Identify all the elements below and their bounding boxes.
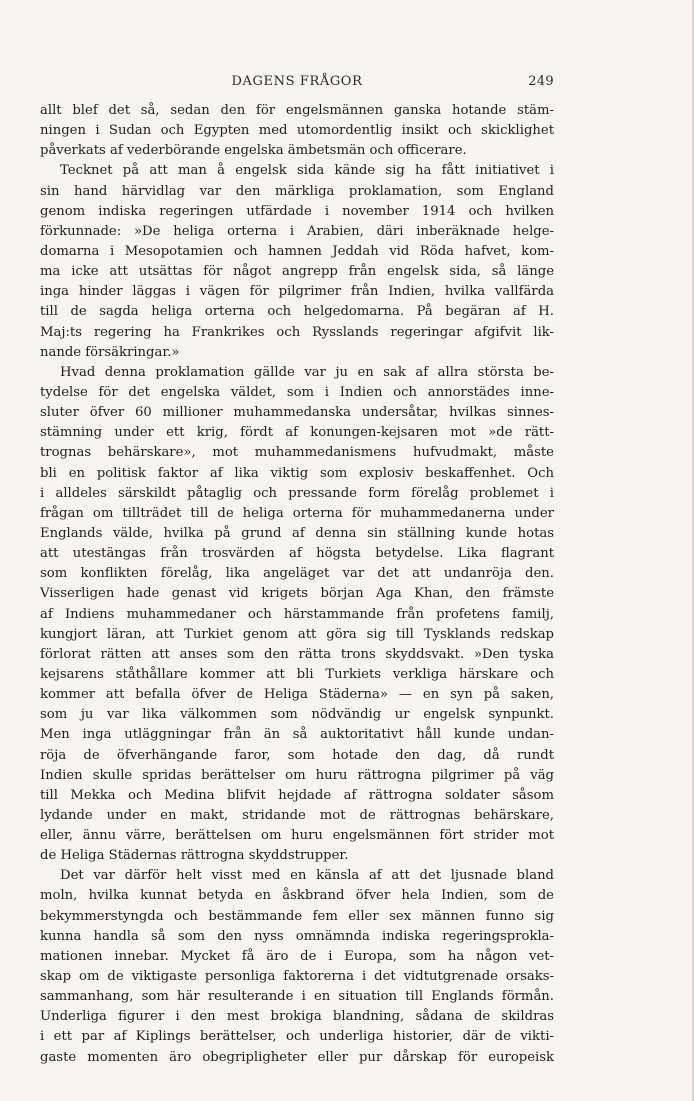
- text-line: mationen innebar. Mycket få äro de i Europa, som ha någon vet-: [40, 948, 554, 964]
- text-line: stämning under ett krig, fördt af konungen-kejsaren mot »de rätt-: [40, 425, 554, 441]
- text-line: som ju var lika välkommen som nödvändig ur engelsk synpunkt.: [40, 707, 554, 723]
- text-line: förlorat rätten att anses som den rätta trons skyddsvakt. »Den tyska: [40, 646, 554, 662]
- text-line: röja de öfverhängande faror, som hotade den dag, då rundt: [40, 747, 554, 763]
- body-text: [40, 101, 554, 1068]
- paragraph-start-line: Det var därför helt visst med en känsla af att det ljusnade bland: [60, 868, 554, 884]
- text-line: lydande under en makt, stridande mot de rättrognas behärskare,: [40, 807, 554, 823]
- text-line: som konflikten förelåg, lika angeläget var det att undanröja den.: [40, 566, 554, 582]
- text-line: Maj:ts regering ha Frankrikes och Rysslands regeringar afgifvit lik-: [40, 324, 554, 340]
- text-line: förkunnade: »De heliga orterna i Arabien, däri inberäknade helge-: [40, 223, 554, 239]
- text-line: trognas behärskare», mot muhammedanismens hufvudmakt, måste: [40, 445, 554, 461]
- text-line: domarna i Mesopotamien och hamnen Jeddah vid Röda hafvet, kom-: [40, 243, 554, 259]
- text-line: kunna handla så som den nyss omnämnda indiska regeringsprokla-: [40, 928, 554, 944]
- running-title: DAGENS FRÅGOR: [231, 74, 363, 89]
- paragraph-start-line: Hvad denna proklamation gällde var ju en sak af allra största be-: [60, 364, 554, 380]
- text-line: af Indiens muhammedaner och härstammande från profetens familj,: [40, 606, 554, 622]
- text-line: eller, ännu värre, berättelsen om huru engelsmännen fört strider mot: [40, 828, 554, 844]
- text-line: gaste momenten äro obegripligheter eller pur dårskap för europeisk: [40, 1049, 554, 1065]
- text-line: i alldeles särskildt påtaglig och pressande form förelåg problemet i: [40, 485, 554, 501]
- text-line: sin hand härvidlag var den märkliga proklamation, som England: [40, 183, 554, 199]
- text-line: kommer att befalla öfver de Heliga Städerna» — en syn på saken,: [40, 687, 554, 703]
- text-line: att utestängas från trosvärden af högsta betydelse. Lika flagrant: [40, 546, 554, 562]
- text-line: Englands välde, hvilka på grund af denna sin ställning kunde hotas: [40, 525, 554, 541]
- text-line: bekymmerstyngda och bestämmande fem eller sex männen funno sig: [40, 908, 554, 924]
- running-head: [40, 74, 554, 92]
- text-line: nande försäkringar.»: [40, 344, 180, 360]
- text-line: Visserligen hade genast vid krigets början Aga Khan, den främste: [40, 586, 554, 602]
- text-line: skap om de viktigaste personliga faktorerna i det vidtutgrenade orsaks-: [40, 969, 554, 985]
- text-line: ma icke att utsättas för något angrepp från engelsk sida, så länge: [40, 264, 554, 280]
- text-line: ningen i Sudan och Egypten med utomordentlig insikt och skicklighet: [40, 123, 554, 139]
- text-line: Underliga figurer i den mest brokiga blandning, sådana de skildras: [40, 1009, 554, 1025]
- text-line: i ett par af Kiplings berättelser, och underliga historier, där de vikti-: [40, 1029, 554, 1045]
- text-line: tydelse för det engelska väldet, som i Indien och annorstädes inne-: [40, 384, 554, 400]
- text-line: moln, hvilka kunnat betyda en åskbrand öfver hela Indien, som de: [40, 888, 554, 904]
- text-line: sammanhang, som här resulterande i en situation till Englands förmån.: [40, 989, 554, 1005]
- text-line: kejsarens ståthållare kommer att bli Turkiets verkliga härskare och: [40, 666, 554, 682]
- text-line: kungjort läran, att Turkiet genom att göra sig till Tysklands redskap: [40, 626, 554, 642]
- text-line: genom indiska regeringen utfärdade i november 1914 och hvilken: [40, 203, 554, 219]
- text-line: påverkats af vederbörande engelska ämbetsmän och officerare.: [40, 143, 467, 159]
- text-line: de Heliga Städernas rättrogna skyddstrupper.: [40, 848, 349, 864]
- paragraph-start-line: Tecknet på att man å engelsk sida kände sig ha fått initiativet i: [60, 163, 554, 179]
- text-line: till de sagda heliga orterna och helgedomarna. På begäran af H.: [40, 304, 554, 320]
- text-line: Indien skulle spridas berättelser om huru rättrogna pilgrimer på väg: [40, 767, 554, 783]
- text-line: till Mekka och Medina blifvit hejdade af rättrogna soldater såsom: [40, 787, 554, 803]
- text-line: allt blef det så, sedan den för engelsmännen ganska hotande stäm-: [40, 103, 554, 118]
- text-line: inga hinder läggas i vägen för pilgrimer från Indien, hvilka vallfärda: [40, 284, 554, 300]
- text-line: sluter öfver 60 millioner muhammedanska undersåtar, hvilkas sinnes-: [40, 405, 554, 421]
- page-number: 249: [528, 74, 554, 89]
- text-line: frågan om tillträdet till de heliga orterna för muhammedanerna under: [40, 505, 554, 521]
- text-line: bli en politisk faktor af lika viktig som explosiv beskaffenhet. Och: [40, 465, 554, 481]
- text-line: Men inga utläggningar från än så auktoritativt håll kunde undan-: [40, 727, 554, 743]
